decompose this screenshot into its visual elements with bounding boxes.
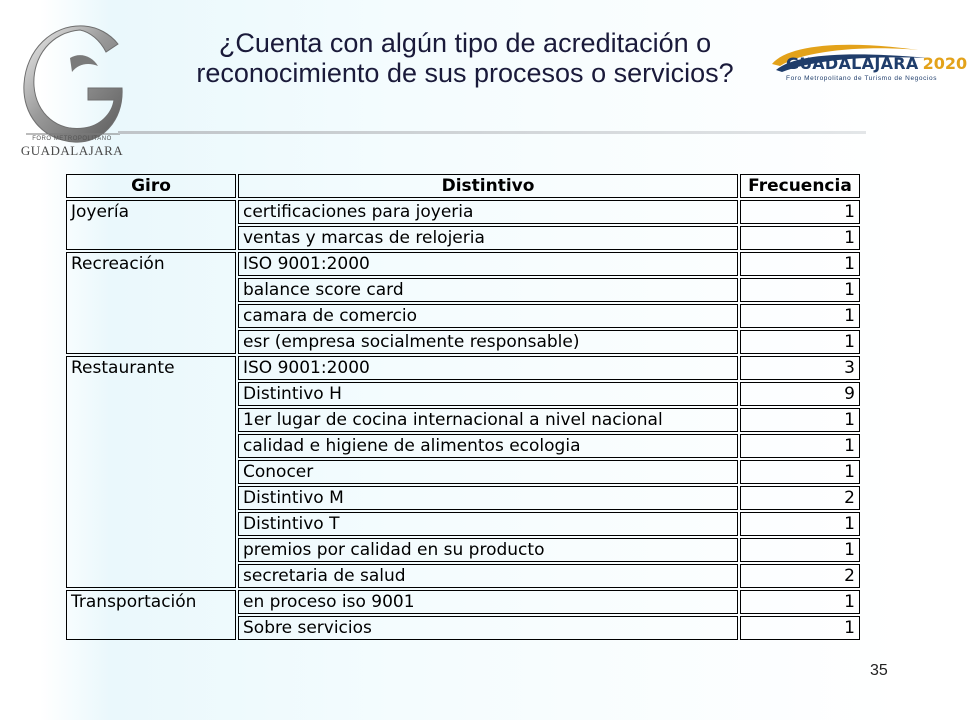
right-logo-subtitle: Foro Metropolitano de Turismo de Negocios <box>786 75 938 82</box>
frecuencia-cell: 2 <box>740 564 860 588</box>
table-row <box>66 590 860 614</box>
table-body <box>66 200 860 640</box>
frecuencia-cell: 9 <box>740 382 860 406</box>
slide-number: 35 <box>870 662 888 679</box>
frecuencia-cell: 1 <box>740 408 860 432</box>
distintivo-cell: balance score card <box>238 278 738 302</box>
distintivo-cell: certificaciones para joyeria <box>238 200 738 224</box>
left-logo-small-text: FORO METROPOLITANO <box>32 136 112 142</box>
right-logo-year: 2020 <box>922 54 967 73</box>
frecuencia-cell: 1 <box>740 278 860 302</box>
table-row <box>66 200 860 224</box>
table-row <box>66 356 860 380</box>
giro-cell: Joyería <box>66 200 236 250</box>
distintivo-cell: secretaria de salud <box>238 564 738 588</box>
frecuencia-cell: 1 <box>740 616 860 640</box>
frecuencia-cell: 1 <box>740 252 860 276</box>
header-frecuencia: Frecuencia <box>740 174 860 198</box>
frecuencia-cell: 3 <box>740 356 860 380</box>
distintivo-cell: 1er lugar de cocina internacional a nivel nacional <box>238 408 738 432</box>
distintivo-cell: camara de comercio <box>238 304 738 328</box>
frecuencia-cell: 1 <box>740 512 860 536</box>
frecuencia-cell: 1 <box>740 304 860 328</box>
right-logo-text <box>786 54 967 74</box>
distintivo-cell: premios por calidad en su producto <box>238 538 738 562</box>
header-distintivo: Distintivo <box>238 174 738 198</box>
left-logo-text <box>14 136 130 159</box>
frecuencia-cell: 1 <box>740 226 860 250</box>
distintivo-cell: Distintivo T <box>238 512 738 536</box>
title-divider <box>118 131 866 134</box>
giro-cell: Restaurante <box>66 356 236 588</box>
giro-cell: Transportación <box>66 590 236 640</box>
table-header-row <box>66 174 860 198</box>
frecuencia-cell: 1 <box>740 200 860 224</box>
left-logo-big-text: GUADALAJARA <box>20 143 124 158</box>
distintivo-cell: calidad e higiene de alimentos ecologia <box>238 434 738 458</box>
distintivo-cell: Conocer <box>238 460 738 484</box>
frecuencia-cell: 1 <box>740 434 860 458</box>
distintivo-cell: ISO 9001:2000 <box>238 356 738 380</box>
frecuencia-cell: 1 <box>740 460 860 484</box>
distintivo-cell: ISO 9001:2000 <box>238 252 738 276</box>
header-giro: Giro <box>66 174 236 198</box>
accreditation-table <box>64 172 862 642</box>
slide-title: ¿Cuenta con algún tipo de acreditación o reconocimiento de sus procesos o servicios? <box>196 28 734 88</box>
distintivo-cell: esr (empresa socialmente responsable) <box>238 330 738 354</box>
frecuencia-cell: 1 <box>740 330 860 354</box>
distintivo-cell: Distintivo M <box>238 486 738 510</box>
frecuencia-cell: 1 <box>740 590 860 614</box>
distintivo-cell: Sobre servicios <box>238 616 738 640</box>
distintivo-cell: Distintivo H <box>238 382 738 406</box>
distintivo-cell: ventas y marcas de relojeria <box>238 226 738 250</box>
frecuencia-cell: 1 <box>740 538 860 562</box>
right-logo-name: GUADALAJARA <box>786 54 919 73</box>
table-row <box>66 252 860 276</box>
giro-cell: Recreación <box>66 252 236 354</box>
distintivo-cell: en proceso iso 9001 <box>238 590 738 614</box>
frecuencia-cell: 2 <box>740 486 860 510</box>
